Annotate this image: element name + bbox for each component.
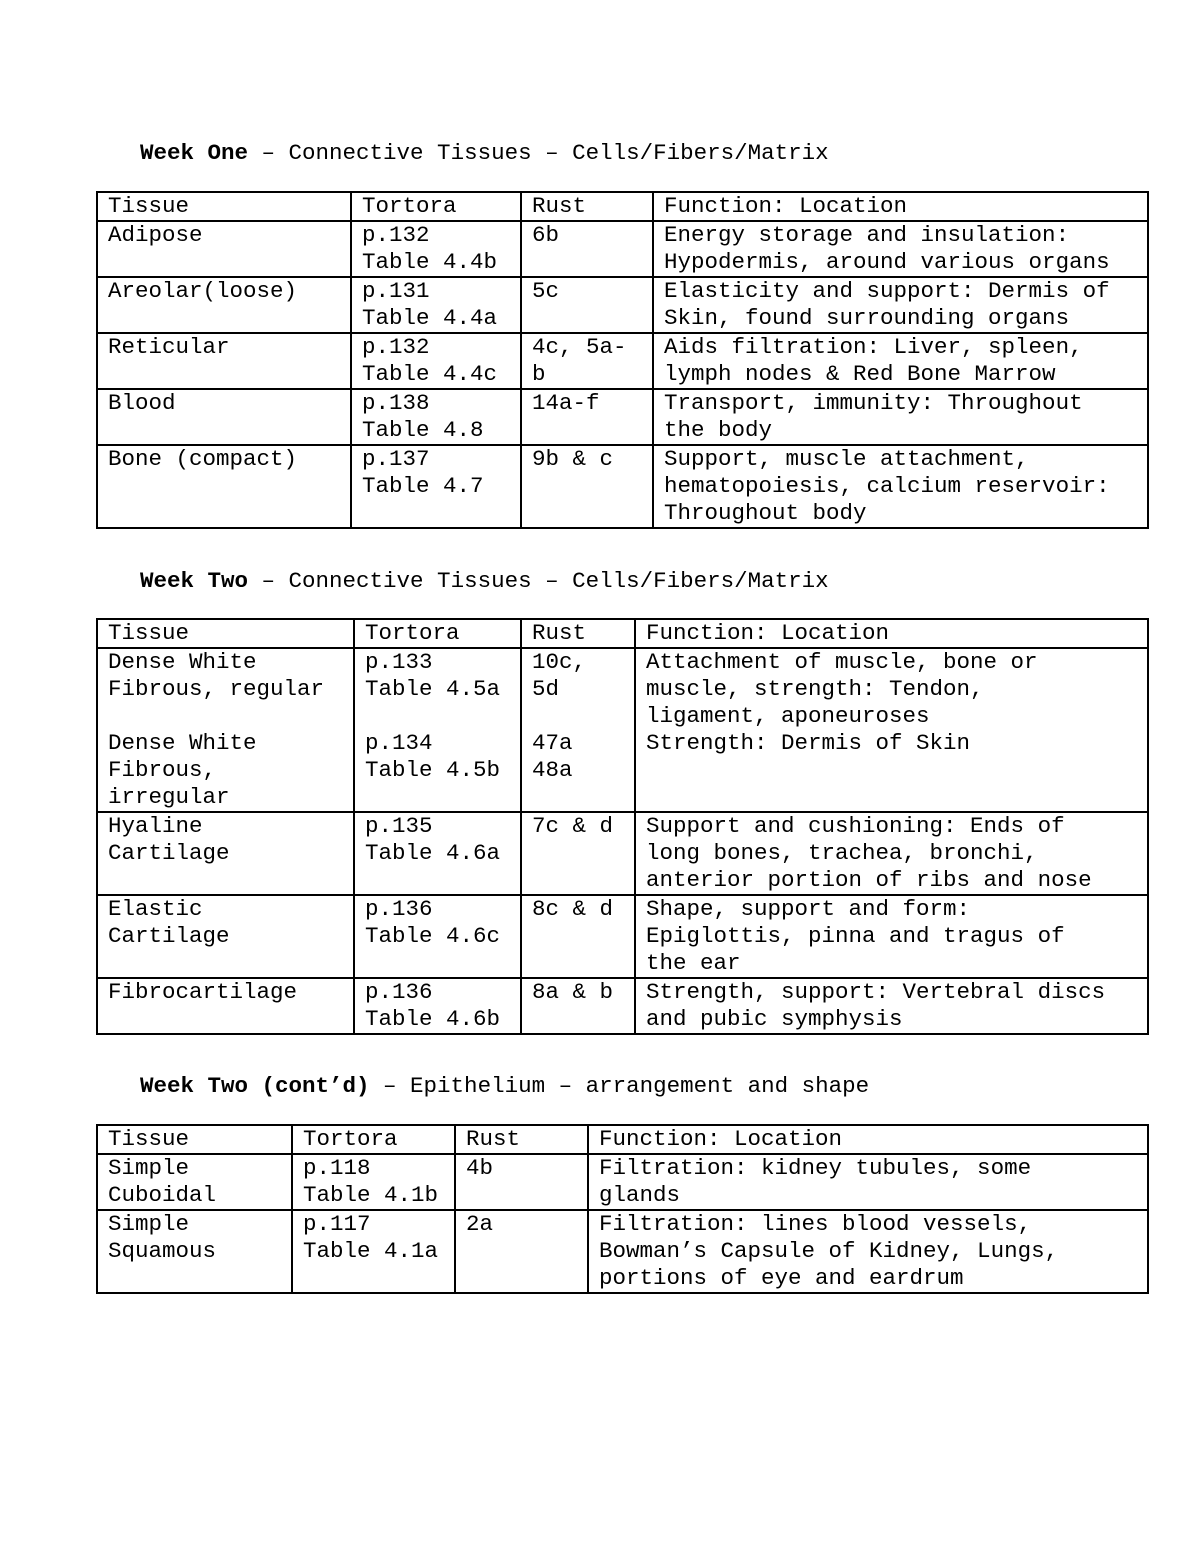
table-cell: Hyaline Cartilage — [97, 812, 354, 895]
header-cell: Function: Location — [653, 192, 1148, 221]
table-cell: 9b & c — [521, 445, 653, 528]
table-row — [97, 1210, 1148, 1293]
table-row — [97, 333, 1148, 389]
table-cell: 8c & d — [521, 895, 635, 978]
header-cell: Function: Location — [635, 619, 1148, 648]
table-cell: Simple Cuboidal — [97, 1154, 292, 1210]
table-cell: Support and cushioning: Ends of long bones, trachea, bronchi, anterior portion of ribs and nose — [635, 812, 1148, 895]
section-heading — [140, 1073, 869, 1100]
table-cell: p.118 Table 4.1b — [292, 1154, 455, 1210]
table-cell: 10c, 5d 47a 48a — [521, 648, 635, 812]
tissue-table — [96, 618, 1149, 1035]
table-cell: Aids filtration: Liver, spleen, lymph nodes & Red Bone Marrow — [653, 333, 1148, 389]
heading-rest: – Connective Tissues – Cells/Fibers/Matrix — [248, 140, 829, 166]
table-cell: 4c, 5a- b — [521, 333, 653, 389]
header-cell: Tissue — [97, 192, 351, 221]
header-cell: Tortora — [351, 192, 521, 221]
header-cell: Tissue — [97, 1125, 292, 1154]
table-cell: 2a — [455, 1210, 588, 1293]
table-cell: p.135 Table 4.6a — [354, 812, 521, 895]
section-heading — [140, 568, 829, 595]
table-cell: Simple Squamous — [97, 1210, 292, 1293]
header-cell: Tortora — [292, 1125, 455, 1154]
table-cell: Filtration: lines blood vessels, Bowman’s Capsule of Kidney, Lungs, portions of eye and eardrum — [588, 1210, 1148, 1293]
table-cell: 7c & d — [521, 812, 635, 895]
table-row — [97, 978, 1148, 1034]
table-header-row — [97, 1125, 1148, 1154]
table-header-row — [97, 619, 1148, 648]
header-cell: Rust — [455, 1125, 588, 1154]
table-header-row — [97, 192, 1148, 221]
table-cell: 8a & b — [521, 978, 635, 1034]
heading-rest: – Epithelium – arrangement and shape — [369, 1073, 870, 1099]
table-cell: 6b — [521, 221, 653, 277]
header-cell: Tortora — [354, 619, 521, 648]
heading-bold: Week One — [140, 140, 249, 166]
tissue-table — [96, 191, 1149, 529]
table-cell: Strength, support: Vertebral discs and pubic symphysis — [635, 978, 1148, 1034]
heading-bold: Week Two (cont’d) — [140, 1073, 370, 1099]
table-cell: Support, muscle attachment, hematopoiesis, calcium reservoir: Throughout body — [653, 445, 1148, 528]
table-cell: 5c — [521, 277, 653, 333]
table-row — [97, 648, 1148, 812]
table-row — [97, 1154, 1148, 1210]
table-cell: Transport, immunity: Throughout the body — [653, 389, 1148, 445]
table-cell: Dense White Fibrous, regular Dense White Fibrous, irregular — [97, 648, 354, 812]
table-row — [97, 389, 1148, 445]
table-cell: Bone (compact) — [97, 445, 351, 528]
table-cell: p.137 Table 4.7 — [351, 445, 521, 528]
table-cell: Areolar(loose) — [97, 277, 351, 333]
table-cell: p.138 Table 4.8 — [351, 389, 521, 445]
table-cell: Elastic Cartilage — [97, 895, 354, 978]
header-cell: Tissue — [97, 619, 354, 648]
header-cell: Function: Location — [588, 1125, 1148, 1154]
heading-bold: Week Two — [140, 568, 249, 594]
table-row — [97, 445, 1148, 528]
header-cell: Rust — [521, 619, 635, 648]
table-row — [97, 277, 1148, 333]
table-cell: p.132 Table 4.4c — [351, 333, 521, 389]
section-heading — [140, 140, 829, 167]
table-cell: Energy storage and insulation: Hypodermis, around various organs — [653, 221, 1148, 277]
table-cell: p.133 Table 4.5a p.134 Table 4.5b — [354, 648, 521, 812]
table-cell: p.131 Table 4.4a — [351, 277, 521, 333]
table-cell: 4b — [455, 1154, 588, 1210]
table-cell: Attachment of muscle, bone or muscle, strength: Tendon, ligament, aponeuroses Strength: Dermis of Skin — [635, 648, 1148, 812]
table-cell: Reticular — [97, 333, 351, 389]
table-cell: p.132 Table 4.4b — [351, 221, 521, 277]
table-cell: Shape, support and form: Epiglottis, pinna and tragus of the ear — [635, 895, 1148, 978]
table-cell: Adipose — [97, 221, 351, 277]
table-cell: Filtration: kidney tubules, some glands — [588, 1154, 1148, 1210]
table-cell: Fibrocartilage — [97, 978, 354, 1034]
table-cell: p.117 Table 4.1a — [292, 1210, 455, 1293]
table-cell: 14a-f — [521, 389, 653, 445]
table-row — [97, 895, 1148, 978]
table-cell: Elasticity and support: Dermis of Skin, found surrounding organs — [653, 277, 1148, 333]
table-row — [97, 221, 1148, 277]
table-cell: p.136 Table 4.6b — [354, 978, 521, 1034]
table-cell: Blood — [97, 389, 351, 445]
tissue-table — [96, 1124, 1149, 1294]
heading-rest: – Connective Tissues – Cells/Fibers/Matrix — [248, 568, 829, 594]
header-cell: Rust — [521, 192, 653, 221]
table-cell: p.136 Table 4.6c — [354, 895, 521, 978]
table-row — [97, 812, 1148, 895]
